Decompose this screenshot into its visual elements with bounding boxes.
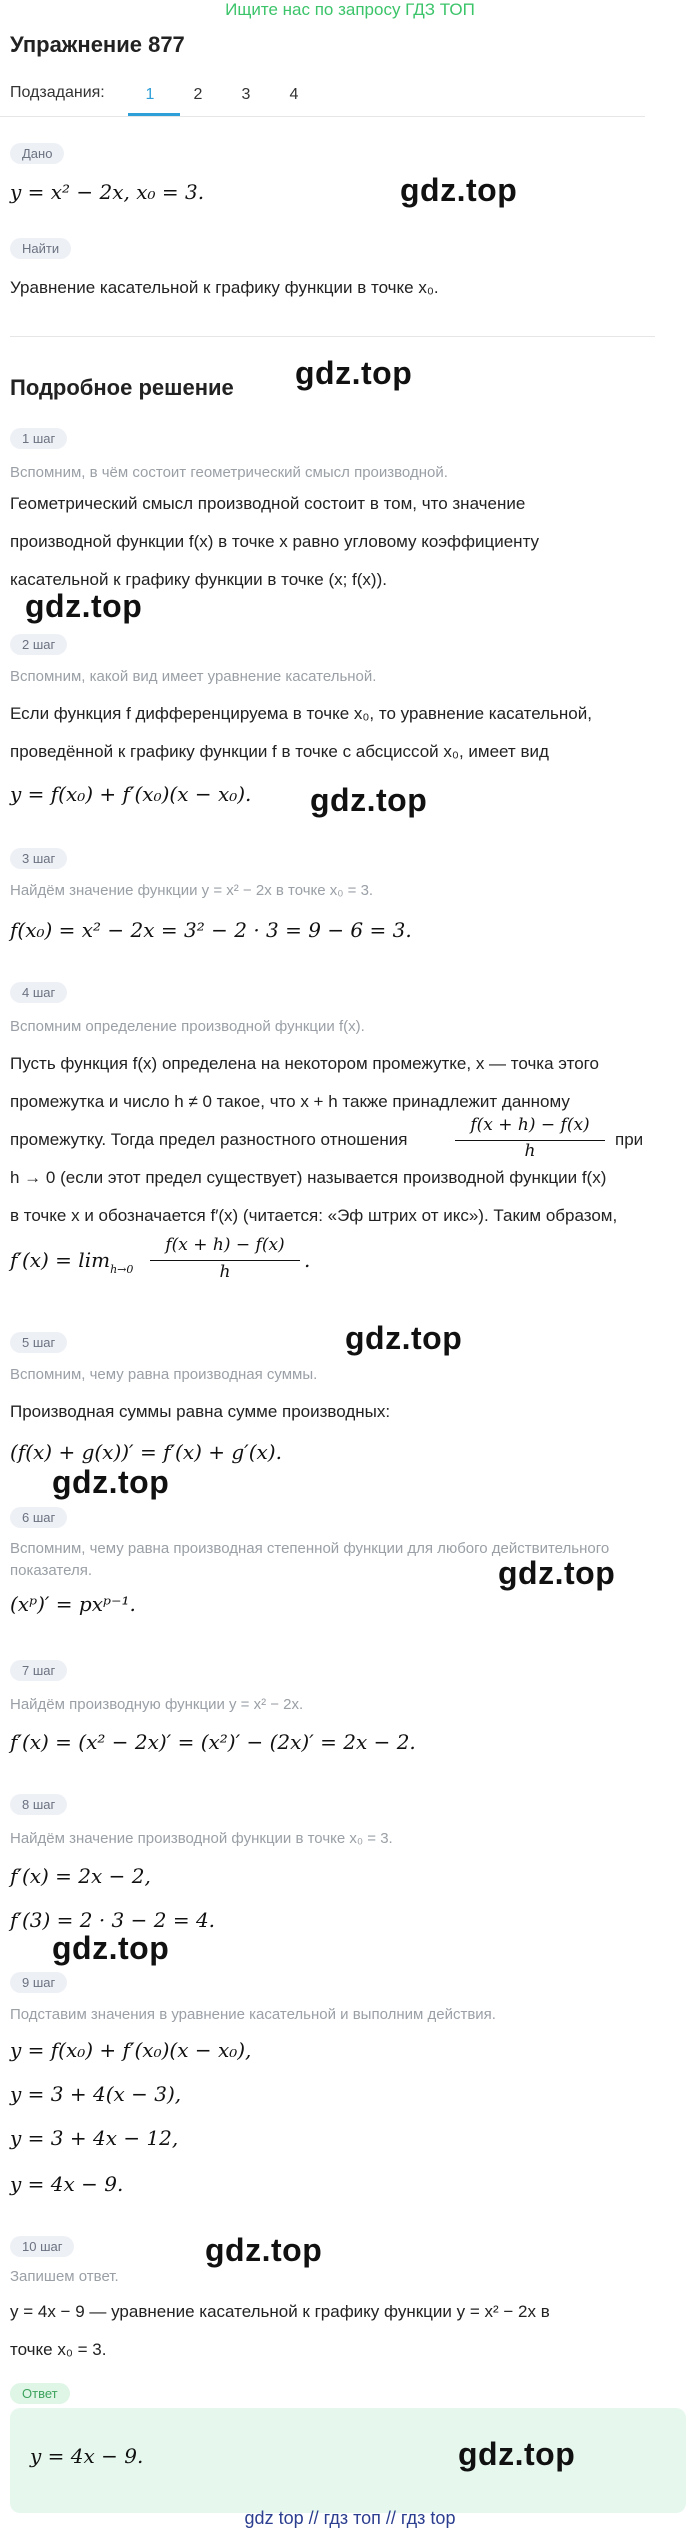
divider xyxy=(10,336,655,337)
watermark: gdz.top xyxy=(458,2436,576,2472)
step-hint: Найдём значение производной функции в точке x₀ = 3. xyxy=(10,1830,393,1847)
step-formula: f′(x) = 2x − 2, xyxy=(10,1864,151,1888)
step-text-line: промежутка и число h ≠ 0 такое, что x + h также принадлежит данному xyxy=(10,1092,570,1111)
watermark: gdz.top xyxy=(345,1320,463,1356)
given-pill: Дано xyxy=(10,143,64,164)
step-formula: y = 3 + 4x − 12, xyxy=(10,2126,179,2150)
fraction-denominator: h xyxy=(219,1262,231,1282)
step-hint: Запишем ответ. xyxy=(10,2268,119,2285)
find-pill: Найти xyxy=(10,238,71,259)
fraction-numerator: f(x + h) − f(x) xyxy=(470,1115,590,1135)
divider xyxy=(0,116,645,117)
step-hint: Вспомним, в чём состоит геометрический смысл производной. xyxy=(10,464,448,481)
step-hint: Найдём производную функции y = x² − 2x. xyxy=(10,1696,304,1713)
step-formula: y = 3 + 4(x − 3), xyxy=(10,2082,182,2106)
step-text-line: проведённой к графику функции f в точке с абсциссой x₀, имеет вид xyxy=(10,742,549,761)
step-formula: f(x₀) = x² − 2x = 3² − 2 · 3 = 9 − 6 = 3. xyxy=(10,918,412,942)
given-formula: y = x² − 2x, x₀ = 3. xyxy=(10,180,205,204)
step-hint: Подставим значения в уравнение касательной и выполним действия. xyxy=(10,2006,496,2023)
tab-4[interactable]: 4 xyxy=(289,86,299,103)
solution-title: Подробное решение xyxy=(10,375,234,400)
step-formula: f′(3) = 2 · 3 − 2 = 4. xyxy=(10,1908,216,1932)
watermark: gdz.top xyxy=(52,1464,170,1500)
step-hint: Найдём значение функции y = x² − 2x в точке x₀ = 3. xyxy=(10,882,374,899)
step-text-line: h → 0 (если этот предел существует) называется производной функции f(x) xyxy=(10,1168,607,1187)
step-text-line: промежутку. Тогда предел разностного отношения xyxy=(10,1130,408,1149)
step-formula: (f(x) + g(x))′ = f′(x) + g′(x). xyxy=(10,1440,282,1464)
step-text-line: Производная суммы равна сумме производных: xyxy=(10,1402,391,1421)
step-formula: y = 4x − 9. xyxy=(10,2172,124,2196)
subtasks-label: Подзадания: xyxy=(10,84,105,101)
tab-1[interactable]: 1 xyxy=(145,86,155,103)
step-text-line: в точке x и обозначается f′(x) (читается: «Эф штрих от икс»). Таким образом, xyxy=(10,1206,618,1225)
step-pill: 1 шаг xyxy=(10,428,67,449)
step-text-line: Пусть функция f(x) определена на некотором промежутке, x — точка этого xyxy=(10,1054,599,1073)
watermark: gdz.top xyxy=(205,2232,323,2268)
step-formula: f′(x) = (x² − 2x)′ = (x²)′ − (2x)′ = 2x − 2. xyxy=(10,1730,416,1754)
step-hint: Вспомним, чему равна производная суммы. xyxy=(10,1366,318,1383)
step-hint: Вспомним определение производной функции f(x). xyxy=(10,1018,365,1035)
page-title: Упражнение 877 xyxy=(10,32,185,57)
watermark: gdz.top xyxy=(52,1930,170,1966)
step-pill: 4 шаг xyxy=(10,982,67,1003)
step-pill: 8 шаг xyxy=(10,1794,67,1815)
step-pill: 7 шаг xyxy=(10,1660,67,1681)
step-text-line: точке x₀ = 3. xyxy=(10,2340,107,2359)
fraction-denominator: h xyxy=(524,1141,536,1161)
step-text-line: Геометрический смысл производной состоит в том, что значение xyxy=(10,494,526,513)
step-pill: 3 шаг xyxy=(10,848,67,869)
limit-subscript: h→0 xyxy=(110,1263,134,1276)
watermark: gdz.top xyxy=(310,782,428,818)
step-text-line: производной функции f(x) в точке x равно угловому коэффициенту xyxy=(10,532,540,551)
step-text-line: Если функция f дифференцируема в точке x₀, то уравнение касательной, xyxy=(10,704,592,723)
fraction-numerator: f(x + h) − f(x) xyxy=(165,1235,285,1255)
step-formula xyxy=(10,1248,133,1276)
tab-3[interactable]: 3 xyxy=(241,86,251,103)
step-pill: 2 шаг xyxy=(10,634,67,655)
footer-links[interactable]: gdz top // гдз топ // гдз top xyxy=(244,2508,456,2528)
fraction-bar xyxy=(150,1260,300,1261)
step-text-line: касательной к графику функции в точке (x; f(x)). xyxy=(10,570,387,589)
limit-prefix: f′(x) = lim xyxy=(10,1248,111,1272)
step-pill: 10 шаг xyxy=(10,2236,74,2257)
watermark: gdz.top xyxy=(498,1555,616,1591)
step-text-line: при xyxy=(615,1130,644,1149)
step-formula: y = f(x₀) + f′(x₀)(x − x₀), xyxy=(10,2038,252,2062)
tab-2[interactable]: 2 xyxy=(193,86,203,103)
answer-pill: Ответ xyxy=(10,2383,70,2404)
step-pill: 6 шаг xyxy=(10,1507,67,1528)
watermark: gdz.top xyxy=(400,172,518,208)
watermark: gdz.top xyxy=(295,355,413,391)
step-hint: Вспомним, какой вид имеет уравнение касательной. xyxy=(10,668,377,685)
top-banner[interactable]: Ищите нас по запросу ГДЗ ТОП xyxy=(225,0,475,19)
step-text-line: y = 4x − 9 — уравнение касательной к графику функции y = x² − 2x в xyxy=(10,2302,550,2321)
step-pill: 9 шаг xyxy=(10,1972,67,1993)
step-formula: y = f(x₀) + f′(x₀)(x − x₀). xyxy=(10,782,252,806)
find-text: Уравнение касательной к графику функции в точке x₀. xyxy=(10,278,439,297)
step-pill: 5 шаг xyxy=(10,1332,67,1353)
period: . xyxy=(304,1248,311,1272)
answer-formula: y = 4x − 9. xyxy=(30,2444,144,2468)
step-hint-line: показателя. xyxy=(10,1562,93,1579)
step-formula: (xᵖ)′ = pxᵖ⁻¹. xyxy=(10,1592,136,1616)
watermark: gdz.top xyxy=(25,588,143,624)
step-hint-line: Вспомним, чему равна производная степенной функции для любого действительного xyxy=(10,1540,610,1557)
